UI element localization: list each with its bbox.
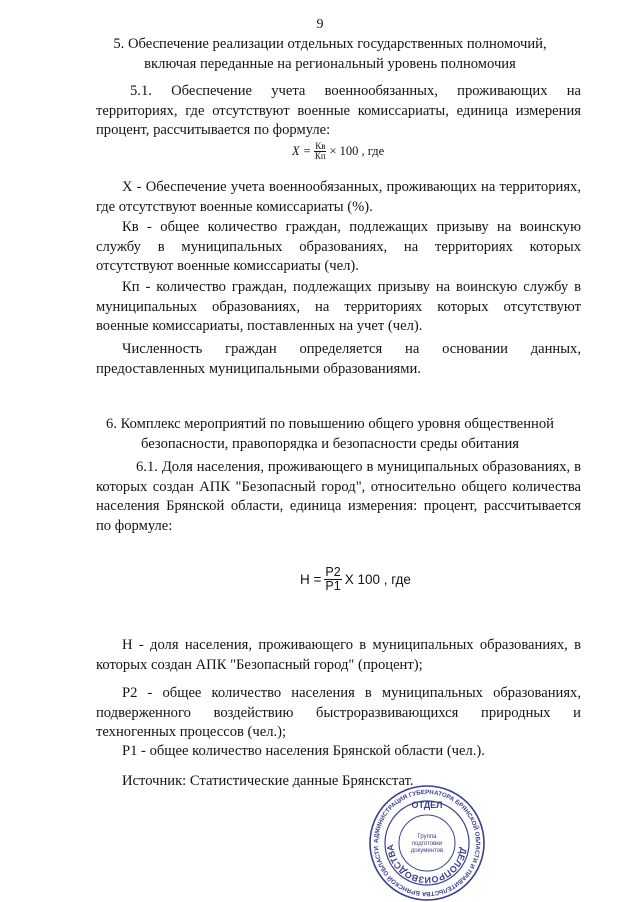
section-5-heading: 5. Обеспечение реализации отдельных государственных полномочий, включая переданные на региональный уровень полномочия <box>113 36 547 72</box>
paragraph-5-1: 5.1. Обеспечение учета военнообязанных, проживающих на территориях, где отсутствуют военные комиссариаты, единица измерения процент, рассчитывается по формуле: <box>96 83 581 138</box>
paragraph-x-definition: X - Обеспечение учета военнообязанных, проживающих на территориях, где отсутствуют военные комиссариаты (%). <box>96 179 581 215</box>
paragraph-population-count: Численность граждан определяется на основании данных, предоставленных муниципальными образованиями. <box>96 341 581 377</box>
stamp-center-line: Группа <box>417 834 437 840</box>
page-number: 9 <box>316 17 324 32</box>
paragraph-p1-definition: P1 - общее количество населения Брянской области (чел.). <box>122 743 485 759</box>
paragraph-source: Источник: Статистические данные Брянскстат. <box>122 773 414 789</box>
paragraph-h-definition: Н - доля населения, проживающего в муниципальных образованиях, в которых создан АПК "Безопасный город" (процент); <box>96 637 581 673</box>
fraction: $\frac{Кв}{Кп}$ <box>314 141 326 162</box>
paragraph-6-1: 6.1. Доля населения, проживающего в муниципальных образованиях, в которых создан АПК "Безопасный город", относительно общего количества населения Брянской области, единица измерения: процент, рассчитывается по формуле: <box>96 459 581 534</box>
paragraph-kp-definition: Кп - количество граждан, подлежащих призыву на воинскую службу в муниципальных образованиях, на территориях которых отсутствуют военные комиссариаты, поставленных на учет (чел). <box>96 279 581 334</box>
paragraph-p2-definition: P2 - общее количество населения в муниципальных образованиях, подверженного воздействию быстроразвивающихся природных и техногенных процессов (чел.); <box>96 685 581 740</box>
section-6-heading: 6. Комплекс мероприятий по повышению общего уровня общественной безопасности, правопорядка и безопасности среды обитания <box>106 416 554 452</box>
formula-h: Н = $\frac{P2}{P1}$ X 100 , где <box>300 565 411 594</box>
fraction: $\frac{P2}{P1}$ <box>325 565 341 594</box>
office-stamp <box>368 784 486 902</box>
stamp-inner-ring-text: ДЕЛОПРОИЗВОДСТВА <box>384 843 469 886</box>
stamp-ring-text: АДМИНИСТРАЦИЯ ГУБЕРНАТОРА БРЯНСКОЙ ОБЛАСТИ И ПРАВИТЕЛЬСТВА БРЯНСКОЙ ОБЛАСТИ <box>372 788 482 898</box>
stamp-inner-top: ОТДЕЛ <box>411 800 443 810</box>
stamp-center-line: документов <box>410 848 444 854</box>
stamp-center-line: подготовки <box>411 841 443 847</box>
formula-x: X = $\frac{Кв}{Кп}$ × 100 , где <box>292 141 385 162</box>
paragraph-kv-definition: Кв - общее количество граждан, подлежащих призыву на воинскую службу в муниципальных образованиях, на территориях которых отсутствуют военные комиссариаты (чел). <box>96 219 581 274</box>
